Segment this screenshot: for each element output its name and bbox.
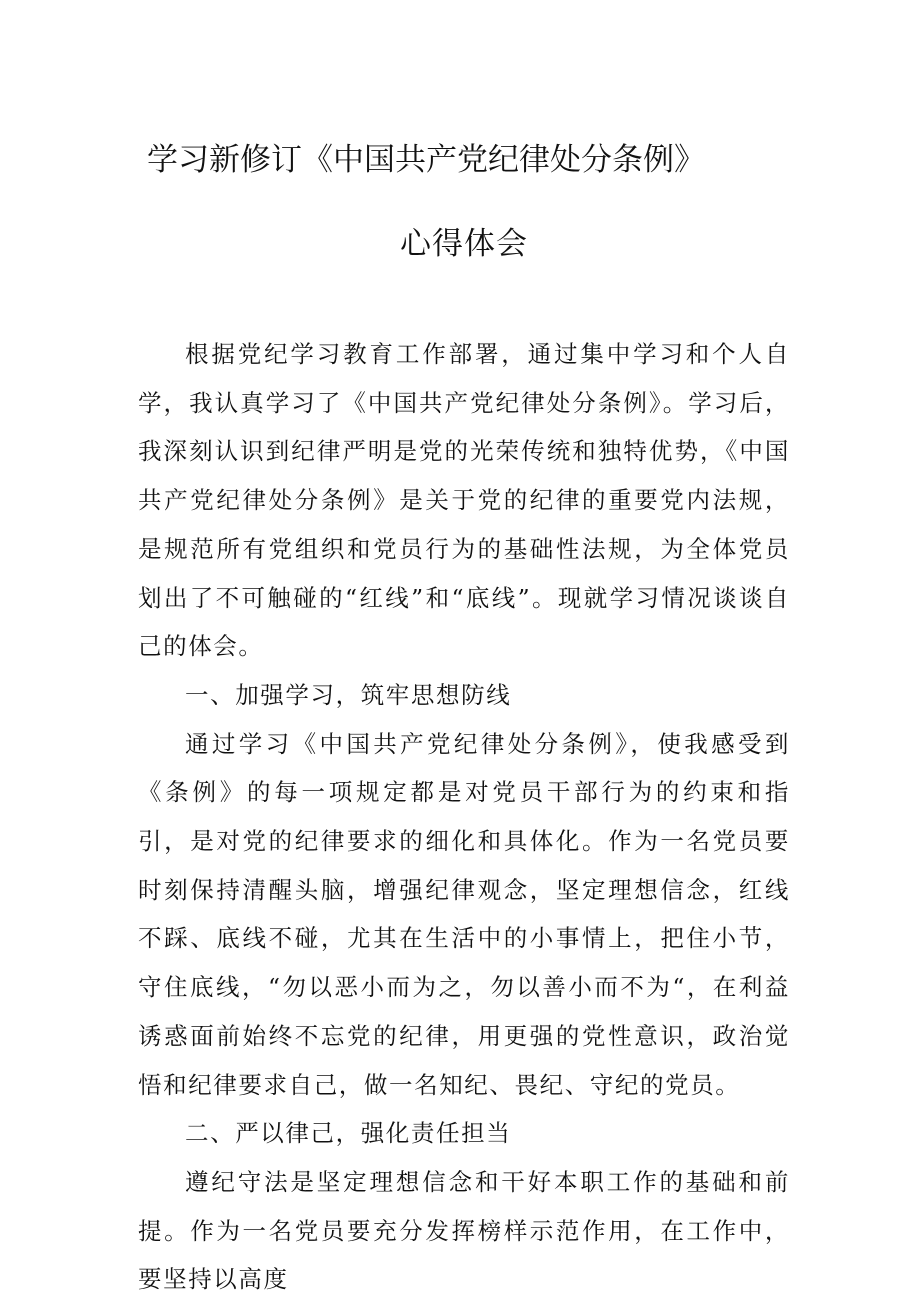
document-body [138,330,790,1304]
section-heading-2: 二、严以律己，强化责任担当 [185,1119,512,1148]
intro-paragraph: 根据党纪学习教育工作部署，通过集中学习和个人自学，我认真学习了《中国共产党纪律处分条例》。学习后，我深刻认识到纪律严明是党的光荣传统和独特优势，《中国共产党纪律处分条例》是关于党的纪律的重要党内法规，是规范所有党组织和党员行为的基础性法规，为全体党员划出了不可触碰的“红线”和“底线”。现就学习情况谈谈自己的体会。 [138,340,790,661]
document-title-line-1: 学习新修订《中国共产党纪律处分条例》 [147,142,705,178]
section-heading-1: 一、加强学习，筑牢思想防线 [185,680,512,709]
section-2-paragraph: 遵纪守法是坚定理想信念和干好本职工作的基础和前提。作为一名党员要充分发挥榜样示范作用，在工作中，要坚持以高度 [138,1167,790,1294]
section-1-paragraph: 通过学习《中国共产党纪律处分条例》，使我感受到《条例》的每一项规定都是对党员干部行为的约束和指引，是对党的纪律要求的细化和具体化。作为一名党员要时刻保持清醒头脑，增强纪律观念，坚定理想信念，红线不踩、底线不碰，尤其在生活中的小事情上，把住小节，守住底线，“勿以恶小而为之，勿以善小而不为“，在利益诱惑面前始终不忘党的纪律，用更强的党性意识，政治觉悟和纪律要求自己，做一名知纪、畏纪、守纪的党员。 [138,729,790,1099]
document-title-line-2: 心得体会 [400,226,528,262]
